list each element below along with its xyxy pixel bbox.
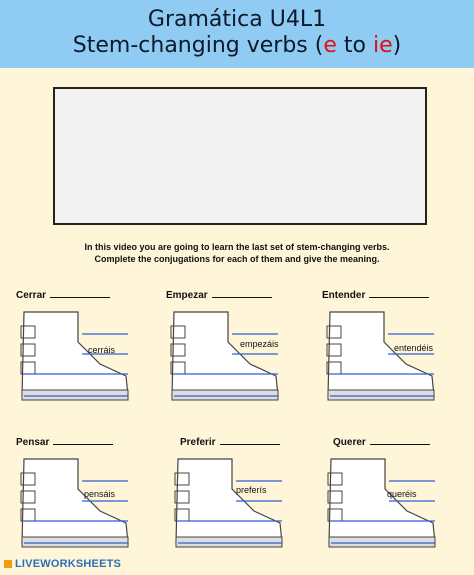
boot-icon	[323, 451, 443, 556]
verb-name: Cerrar	[16, 290, 47, 301]
verb-label	[166, 288, 272, 301]
page-title: Gramática U4L1	[147, 7, 327, 32]
subtitle-text: Stem-changing verbs (	[72, 33, 324, 58]
footer-brand	[4, 558, 121, 570]
boot-icon	[322, 304, 442, 409]
conjugation-vosotros: queréis	[387, 489, 417, 499]
verb-name: Empezar	[166, 290, 208, 301]
subtitle-ie: ie	[372, 33, 393, 58]
verb-name: Preferir	[180, 437, 216, 448]
verb-card-entender	[322, 288, 472, 428]
verb-label	[322, 288, 429, 301]
verb-label	[333, 435, 430, 448]
meaning-input[interactable]	[53, 435, 113, 445]
title-banner	[0, 0, 474, 68]
subtitle-close: )	[392, 33, 402, 58]
instructions-line-2: Complete the conjugations for each of them and give the meaning.	[94, 254, 380, 264]
meaning-input[interactable]	[370, 435, 430, 445]
boot-icon	[16, 304, 136, 409]
verb-name: Entender	[322, 290, 366, 301]
conjugation-vosotros: preferís	[236, 485, 267, 495]
verb-card-cerrar	[16, 288, 166, 428]
meaning-input[interactable]	[212, 288, 272, 298]
meaning-input[interactable]	[50, 288, 110, 298]
meaning-input[interactable]	[369, 288, 429, 298]
verb-name: Querer	[333, 437, 366, 448]
boot-icon	[16, 451, 136, 556]
subtitle-e: e	[323, 33, 337, 58]
boot-icon	[170, 451, 290, 556]
verb-card-querer	[333, 435, 474, 575]
conjugation-vosotros: entendéis	[394, 343, 434, 353]
verb-card-empezar	[166, 288, 316, 428]
verb-label	[180, 435, 280, 448]
instructions-line-1: In this video you are going to learn the last set of stem-changing verbs.	[84, 242, 390, 252]
brand-logo-icon	[4, 560, 12, 568]
conjugation-vosotros: cerráis	[88, 345, 116, 355]
subtitle-to: to	[336, 33, 373, 58]
brand-text: LIVEWORKSHEETS	[15, 558, 122, 570]
verb-label	[16, 288, 110, 301]
verb-card-pensar	[16, 435, 166, 575]
conjugation-vosotros: empezáis	[240, 339, 279, 349]
boot-icon	[166, 304, 286, 409]
video-player[interactable]	[53, 87, 427, 225]
instructions	[0, 241, 474, 265]
verb-name: Pensar	[16, 437, 50, 448]
meaning-input[interactable]	[220, 435, 280, 445]
page-subtitle	[0, 33, 474, 59]
verb-label	[16, 435, 113, 448]
conjugation-vosotros: pensáis	[84, 489, 116, 499]
verb-card-preferir	[180, 435, 330, 575]
